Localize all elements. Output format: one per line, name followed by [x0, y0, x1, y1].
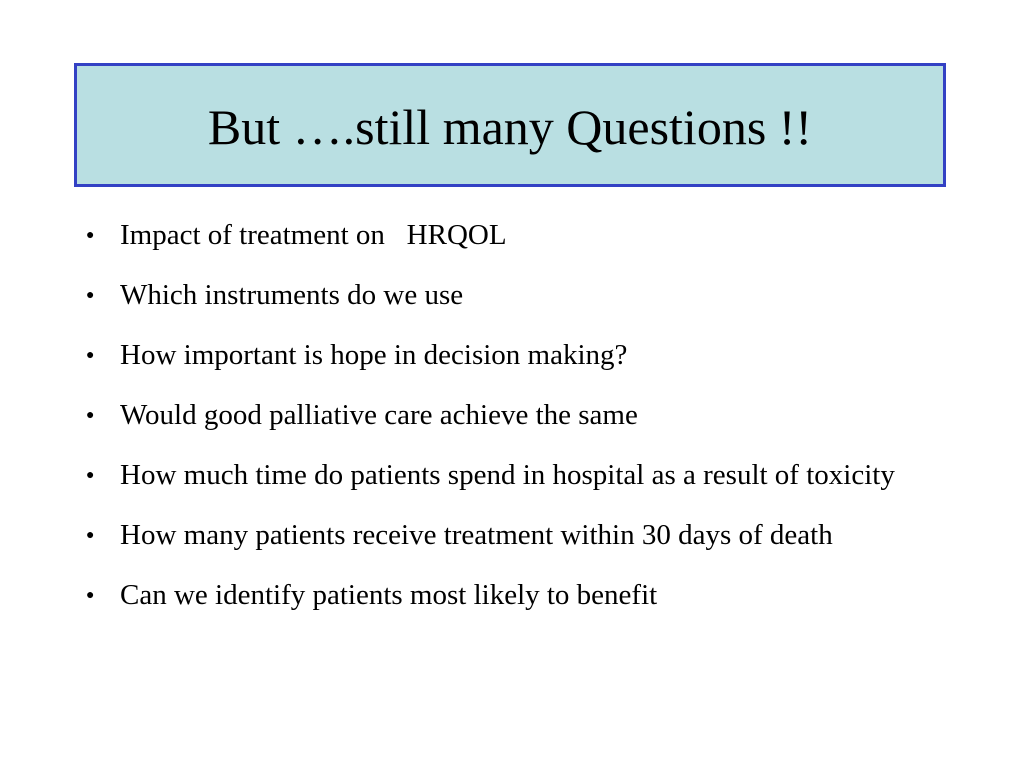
bullet-list — [84, 215, 934, 635]
bullet-dot-icon: ● — [86, 468, 95, 483]
bullet-text: How much time do patients spend in hospital as a result of toxicity — [120, 459, 895, 491]
bullet-item — [84, 335, 934, 376]
bullet-item — [84, 575, 934, 616]
bullet-item — [84, 395, 934, 436]
title-box — [74, 63, 946, 187]
bullet-item — [84, 515, 934, 556]
bullet-dot-icon: ● — [86, 348, 95, 363]
bullet-dot-icon: ● — [86, 228, 95, 243]
bullet-text: Impact of treatment on HRQOL — [120, 219, 507, 251]
slide-title: But ….still many Questions !! — [207, 99, 813, 155]
bullet-item — [84, 455, 934, 496]
bullet-text: How important is hope in decision making? — [120, 339, 628, 371]
bullet-dot-icon: ● — [86, 528, 95, 543]
bullet-item — [84, 215, 934, 256]
bullet-text: Can we identify patients most likely to benefit — [120, 579, 658, 611]
bullet-text: How many patients receive treatment within 30 days of death — [120, 519, 833, 551]
bullet-text: Which instruments do we use — [120, 279, 464, 311]
bullet-text: Would good palliative care achieve the same — [120, 399, 638, 431]
bullet-item — [84, 275, 934, 316]
bullet-dot-icon: ● — [86, 288, 95, 303]
bullet-dot-icon: ● — [86, 408, 95, 423]
bullet-dot-icon: ● — [86, 588, 95, 603]
